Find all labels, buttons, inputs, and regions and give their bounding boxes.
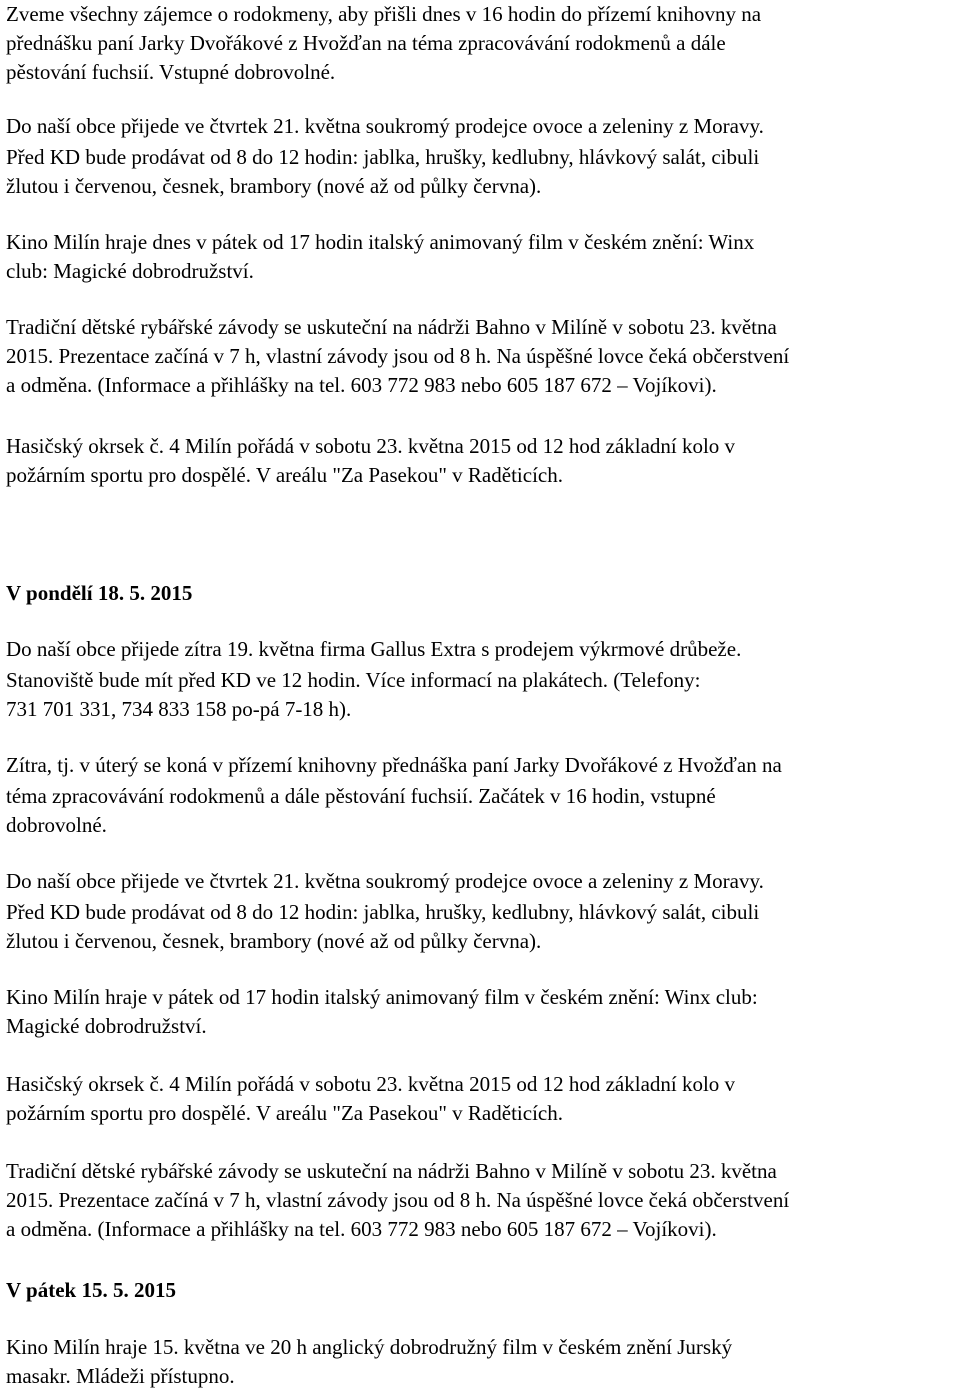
paragraph-line: Před KD bude prodávat od 8 do 12 hodin: jablka, hrušky, kedlubny, hlávkový salát, cibuli <box>6 900 760 924</box>
paragraph-line: a odměna. (Informace a přihlášky na tel. 603 772 983 nebo 605 187 672 – Vojíkovi). <box>6 1217 717 1241</box>
paragraph-line: požárním sportu pro dospělé. V areálu "Za Pasekou" v Raděticích. <box>6 1101 563 1125</box>
paragraph-line: club: Magické dobrodružství. <box>6 259 254 283</box>
paragraph-line: žlutou i červenou, česnek, brambory (nové až od půlky června). <box>6 929 542 953</box>
paragraph-line: Zítra, tj. v úterý se koná v přízemí knihovny přednáška paní Jarky Dvořákové z Hvožďan na <box>6 753 782 777</box>
paragraph-line: Kino Milín hraje v pátek od 17 hodin italský animovaný film v českém znění: Winx club: <box>6 985 758 1009</box>
paragraph-line: Kino Milín hraje 15. května ve 20 h anglický dobrodružný film v českém znění Jurský <box>6 1335 733 1359</box>
heading-text: V pondělí 18. 5. 2015 <box>6 581 193 605</box>
paragraph-line: Hasičský okrsek č. 4 Milín pořádá v sobotu 23. května 2015 od 12 hod základní kolo v <box>6 434 736 458</box>
paragraph-line: Stanoviště bude mít před KD ve 12 hodin. Více informací na plakátech. (Telefony: <box>6 668 701 692</box>
paragraph-line: Zveme všechny zájemce o rodokmeny, aby přišli dnes v 16 hodin do přízemí knihovny na <box>6 2 762 26</box>
paragraph-line: a odměna. (Informace a přihlášky na tel. 603 772 983 nebo 605 187 672 – Vojíkovi). <box>6 373 717 397</box>
paragraph-line: 731 701 331, 734 833 158 po-pá 7-18 h). <box>6 697 352 721</box>
paragraph-line: Magické dobrodružství. <box>6 1014 207 1038</box>
paragraph-line: Do naší obce přijede ve čtvrtek 21. května soukromý prodejce ovoce a zeleniny z Moravy. <box>6 114 764 138</box>
paragraph-line: pěstování fuchsií. Vstupné dobrovolné. <box>6 60 336 84</box>
paragraph-line: Tradiční dětské rybářské závody se uskuteční na nádrži Bahno v Milíně v sobotu 23. května <box>6 315 777 339</box>
paragraph-line: Do naší obce přijede ve čtvrtek 21. května soukromý prodejce ovoce a zeleniny z Moravy. <box>6 869 764 893</box>
paragraph-line: Do naší obce přijede zítra 19. května firma Gallus Extra s prodejem výkrmové drůbeže. <box>6 637 742 661</box>
paragraph-line: Před KD bude prodávat od 8 do 12 hodin: jablka, hrušky, kedlubny, hlávkový salát, cibuli <box>6 145 760 169</box>
paragraph-line: masakr. Mládeži přístupno. <box>6 1364 235 1388</box>
heading-text: V pátek 15. 5. 2015 <box>6 1278 176 1302</box>
paragraph-line: Kino Milín hraje dnes v pátek od 17 hodin italský animovaný film v českém znění: Winx <box>6 230 755 254</box>
paragraph-line: Hasičský okrsek č. 4 Milín pořádá v sobotu 23. května 2015 od 12 hod základní kolo v <box>6 1072 736 1096</box>
paragraph-line: žlutou i červenou, česnek, brambory (nové až od půlky června). <box>6 174 542 198</box>
paragraph-line: Tradiční dětské rybářské závody se uskuteční na nádrži Bahno v Milíně v sobotu 23. května <box>6 1159 777 1183</box>
paragraph-line: požárním sportu pro dospělé. V areálu "Za Pasekou" v Raděticích. <box>6 463 563 487</box>
paragraph-line: přednášku paní Jarky Dvořákové z Hvožďan na téma zpracovávání rodokmenů a dále <box>6 31 726 55</box>
paragraph-line: 2015. Prezentace začíná v 7 h, vlastní závody jsou od 8 h. Na úspěšné lovce čeká občerstvení <box>6 344 790 368</box>
paragraph-line: 2015. Prezentace začíná v 7 h, vlastní závody jsou od 8 h. Na úspěšné lovce čeká občerstvení <box>6 1188 790 1212</box>
paragraph-line: dobrovolné. <box>6 813 107 837</box>
paragraph-line: téma zpracovávání rodokmenů a dále pěstování fuchsií. Začátek v 16 hodin, vstupné <box>6 784 716 808</box>
